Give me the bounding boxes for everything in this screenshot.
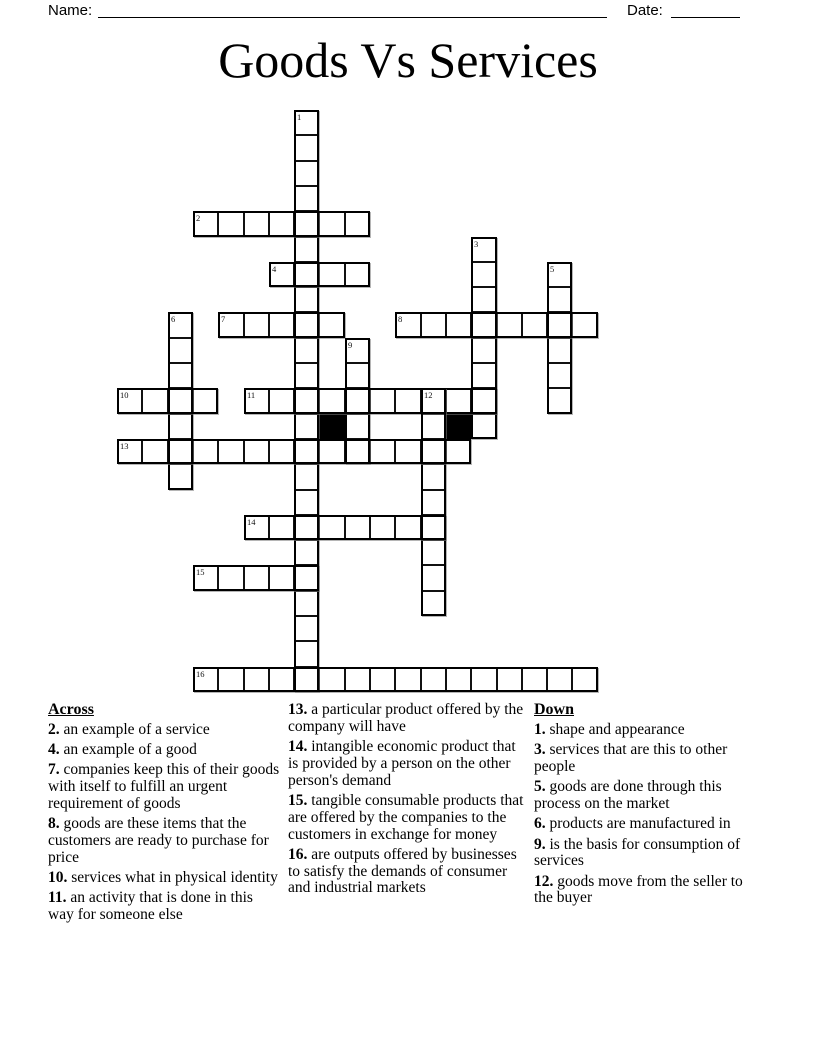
grid-cell[interactable] [294,186,319,211]
grid-cell[interactable] [421,591,446,616]
grid-cell[interactable] [319,439,345,464]
grid-cell[interactable] [471,237,497,262]
grid-cell[interactable] [294,641,319,667]
cell-number: 5 [550,264,555,274]
cell-number: 6 [171,314,176,324]
cell-number: 8 [398,314,403,324]
grid-cell[interactable] [244,312,269,338]
grid-cell[interactable] [193,439,218,464]
grid-cell[interactable] [294,135,319,161]
clue-number: 16. [288,845,308,863]
grid-cell[interactable] [294,363,319,388]
clue-number: 15. [288,791,308,809]
clue-5: 5. goods are done through this process on the market [534,778,722,812]
grid-cell[interactable] [168,414,193,439]
date-label: Date: [627,2,663,19]
cell-number: 11 [247,390,256,400]
grid-cell[interactable] [319,262,345,287]
cell-number: 1 [297,112,302,122]
grid-cell[interactable] [244,388,269,414]
grid-cell[interactable] [218,565,244,591]
cell-number: 14 [247,517,256,527]
grid-cell[interactable] [294,591,319,616]
clue-6: 6. products are manufactured in [534,815,731,833]
grid-cell[interactable] [345,262,370,287]
cell-number: 15 [196,567,205,577]
grid-cell[interactable] [421,439,446,464]
grid-cell[interactable] [294,287,319,312]
grid-cell[interactable] [471,312,497,338]
grid-cell[interactable] [294,464,319,490]
grid-cell[interactable] [269,262,294,287]
clue-7: 7. companies keep this of their goods with itself to fulfill an urgent requirement of goods [48,761,280,812]
clue-number: 13. [288,701,308,718]
grid-cell[interactable] [345,363,370,388]
grid-cell[interactable] [547,338,572,363]
grid-cell[interactable] [572,667,598,692]
grid-cell[interactable] [193,388,218,414]
grid-cell[interactable] [294,667,319,692]
grid-cell[interactable] [471,287,497,312]
grid-cell[interactable] [294,565,319,591]
grid-cell[interactable] [572,312,598,338]
clue-number: 7. [48,761,60,779]
grid-cell[interactable] [244,515,269,540]
grid-cell[interactable] [168,388,193,414]
grid-cell[interactable] [193,211,218,237]
grid-cell[interactable] [168,464,193,490]
cell-number: 9 [348,340,353,350]
clue-3: 3. services that are this to other people [534,741,728,775]
grid-cell[interactable] [446,439,471,464]
cell-number: 13 [120,441,129,451]
grid-cell[interactable] [471,262,497,287]
grid-cell[interactable] [421,414,446,439]
grid-cell[interactable] [294,388,319,414]
grid-cell[interactable] [395,439,421,464]
grid-cell[interactable] [142,388,168,414]
grid-cell[interactable] [193,565,218,591]
grid-cell[interactable] [294,414,319,439]
grid-cell[interactable] [294,338,319,363]
grid-cell[interactable] [547,388,572,414]
cell-number: 4 [272,264,277,274]
clue-10: 10. services what in physical identity [48,869,278,887]
grid-cell[interactable] [395,515,421,540]
down-header: Down [534,701,575,718]
grid-cell[interactable] [319,211,345,237]
grid-cell[interactable] [446,667,471,692]
grid-cell[interactable] [168,363,193,388]
grid-cell[interactable] [218,667,244,692]
grid-cell[interactable] [294,616,319,641]
grid-cell[interactable] [218,312,244,338]
grid-cell[interactable] [294,237,319,262]
black-cell [319,414,345,439]
across-clues-column [48,702,280,928]
grid-cell[interactable] [269,565,294,591]
grid-cell[interactable] [421,312,446,338]
crossword-grid [117,110,598,692]
clue-12: 12. goods move from the seller to the buyer [534,872,743,907]
grid-cell[interactable] [319,388,345,414]
down-clue-list [534,722,748,907]
grid-cell[interactable] [421,540,446,565]
grid-cell[interactable] [547,287,572,312]
clue-13: 13. a particular product offered by the company will have [288,701,524,735]
across-clues-continued-column [288,702,528,901]
name-input-line[interactable] [98,2,607,18]
clue-1: 1. shape and appearance [534,720,685,738]
grid-cell[interactable] [497,312,522,338]
clue-16: 16. are outputs offered by businesses to satisfy the demands of consumer and industrial markets [288,845,517,897]
grid-cell[interactable] [522,667,547,692]
clue-4: 4. an example of a good [48,741,197,759]
page-title: Goods Vs Services [218,32,598,88]
grid-cell[interactable] [345,439,370,464]
grid-cell[interactable] [244,565,269,591]
grid-cell[interactable] [345,211,370,237]
grid-cell[interactable] [294,540,319,565]
grid-cell[interactable] [345,667,370,692]
grid-cell[interactable] [345,414,370,439]
across-clue-list [48,722,280,924]
grid-cell[interactable] [319,515,345,540]
grid-cell[interactable] [421,667,446,692]
grid-cell[interactable] [294,110,319,135]
grid-cell[interactable] [319,312,345,338]
clue-number: 12. [534,872,554,890]
grid-cell[interactable] [294,161,319,186]
grid-cell[interactable] [269,388,294,414]
name-label: Name: [48,2,93,19]
clue-2: 2. an example of a service [48,720,210,738]
grid-cell[interactable] [446,312,471,338]
grid-cell[interactable] [269,667,294,692]
grid-cell[interactable] [218,439,244,464]
clue-number: 10. [48,869,68,887]
grid-cell[interactable] [345,338,370,363]
grid-cell[interactable] [269,515,294,540]
grid-cell[interactable] [471,363,497,388]
clue-number: 1. [534,720,546,738]
clue-number: 14. [288,738,308,756]
grid-cell[interactable] [168,338,193,363]
grid-cell[interactable] [395,388,421,414]
grid-cell[interactable] [522,312,547,338]
grid-cell[interactable] [421,515,446,540]
clue-number: 9. [534,835,546,853]
name-date-bar [0,0,816,24]
cell-number: 2 [196,213,201,223]
grid-cell[interactable] [294,211,319,237]
grid-cell[interactable] [370,439,395,464]
grid-cell[interactable] [370,667,395,692]
grid-cell[interactable] [547,262,572,287]
grid-cell[interactable] [395,667,421,692]
clue-15: 15. tangible consumable products that are offered by the companies to the customers in exchange for money [288,791,524,843]
grid-cell[interactable] [117,439,142,464]
grid-cell[interactable] [395,312,421,338]
across-clue-list-continued [288,702,528,897]
clue-number: 6. [534,815,546,833]
grid-cell[interactable] [269,312,294,338]
clue-number: 4. [48,741,60,759]
black-cell [446,414,471,439]
grid-cell[interactable] [142,439,168,464]
clue-14: 14. intangible economic product that is provided by a person on the other person's demand [288,738,516,789]
cell-number: 16 [196,669,205,679]
clue-number: 11. [48,889,67,907]
grid-cell[interactable] [471,414,497,439]
grid-cell[interactable] [547,667,572,692]
grid-cell[interactable] [294,439,319,464]
grid-cell[interactable] [244,211,269,237]
grid-cell[interactable] [269,211,294,237]
grid-cell[interactable] [319,667,345,692]
grid-cell[interactable] [471,338,497,363]
grid-cell[interactable] [497,667,522,692]
grid-cell[interactable] [168,439,193,464]
grid-cell[interactable] [421,490,446,515]
grid-cell[interactable] [471,667,497,692]
clue-number: 2. [48,720,60,738]
grid-cell[interactable] [547,312,572,338]
date-input-line[interactable] [671,2,740,18]
grid-cell[interactable] [345,388,370,414]
clue-8: 8. goods are these items that the customers are ready to purchase for price [48,815,269,866]
grid-cell[interactable] [471,388,497,414]
grid-cell[interactable] [421,565,446,591]
grid-cell[interactable] [547,363,572,388]
grid-cell[interactable] [370,388,395,414]
clue-number: 5. [534,778,546,796]
clue-number: 3. [534,741,546,759]
clue-9: 9. is the basis for consumption of services [534,835,741,870]
cell-number: 10 [120,390,129,400]
clue-number: 8. [48,815,60,833]
cell-number: 3 [474,239,479,249]
grid-cell[interactable] [117,388,142,414]
grid-cell[interactable] [168,312,193,338]
grid-cell[interactable] [244,439,269,464]
grid-cell[interactable] [294,312,319,338]
grid-cell[interactable] [244,667,269,692]
down-clues-column [534,702,748,911]
grid-cell[interactable] [294,262,319,287]
grid-cell[interactable] [218,211,244,237]
grid-cell[interactable] [193,667,218,692]
grid-cell[interactable] [421,464,446,490]
grid-cell[interactable] [345,515,370,540]
grid-cell[interactable] [370,515,395,540]
cell-number: 12 [424,390,433,400]
grid-cell[interactable] [294,515,319,540]
across-header: Across [48,701,94,718]
cell-number: 7 [221,314,226,324]
grid-cell[interactable] [421,388,446,414]
grid-cell[interactable] [294,490,319,515]
grid-cell[interactable] [446,388,471,414]
grid-cell[interactable] [269,439,294,464]
clue-11: 11. an activity that is done in this way for someone else [48,889,253,924]
